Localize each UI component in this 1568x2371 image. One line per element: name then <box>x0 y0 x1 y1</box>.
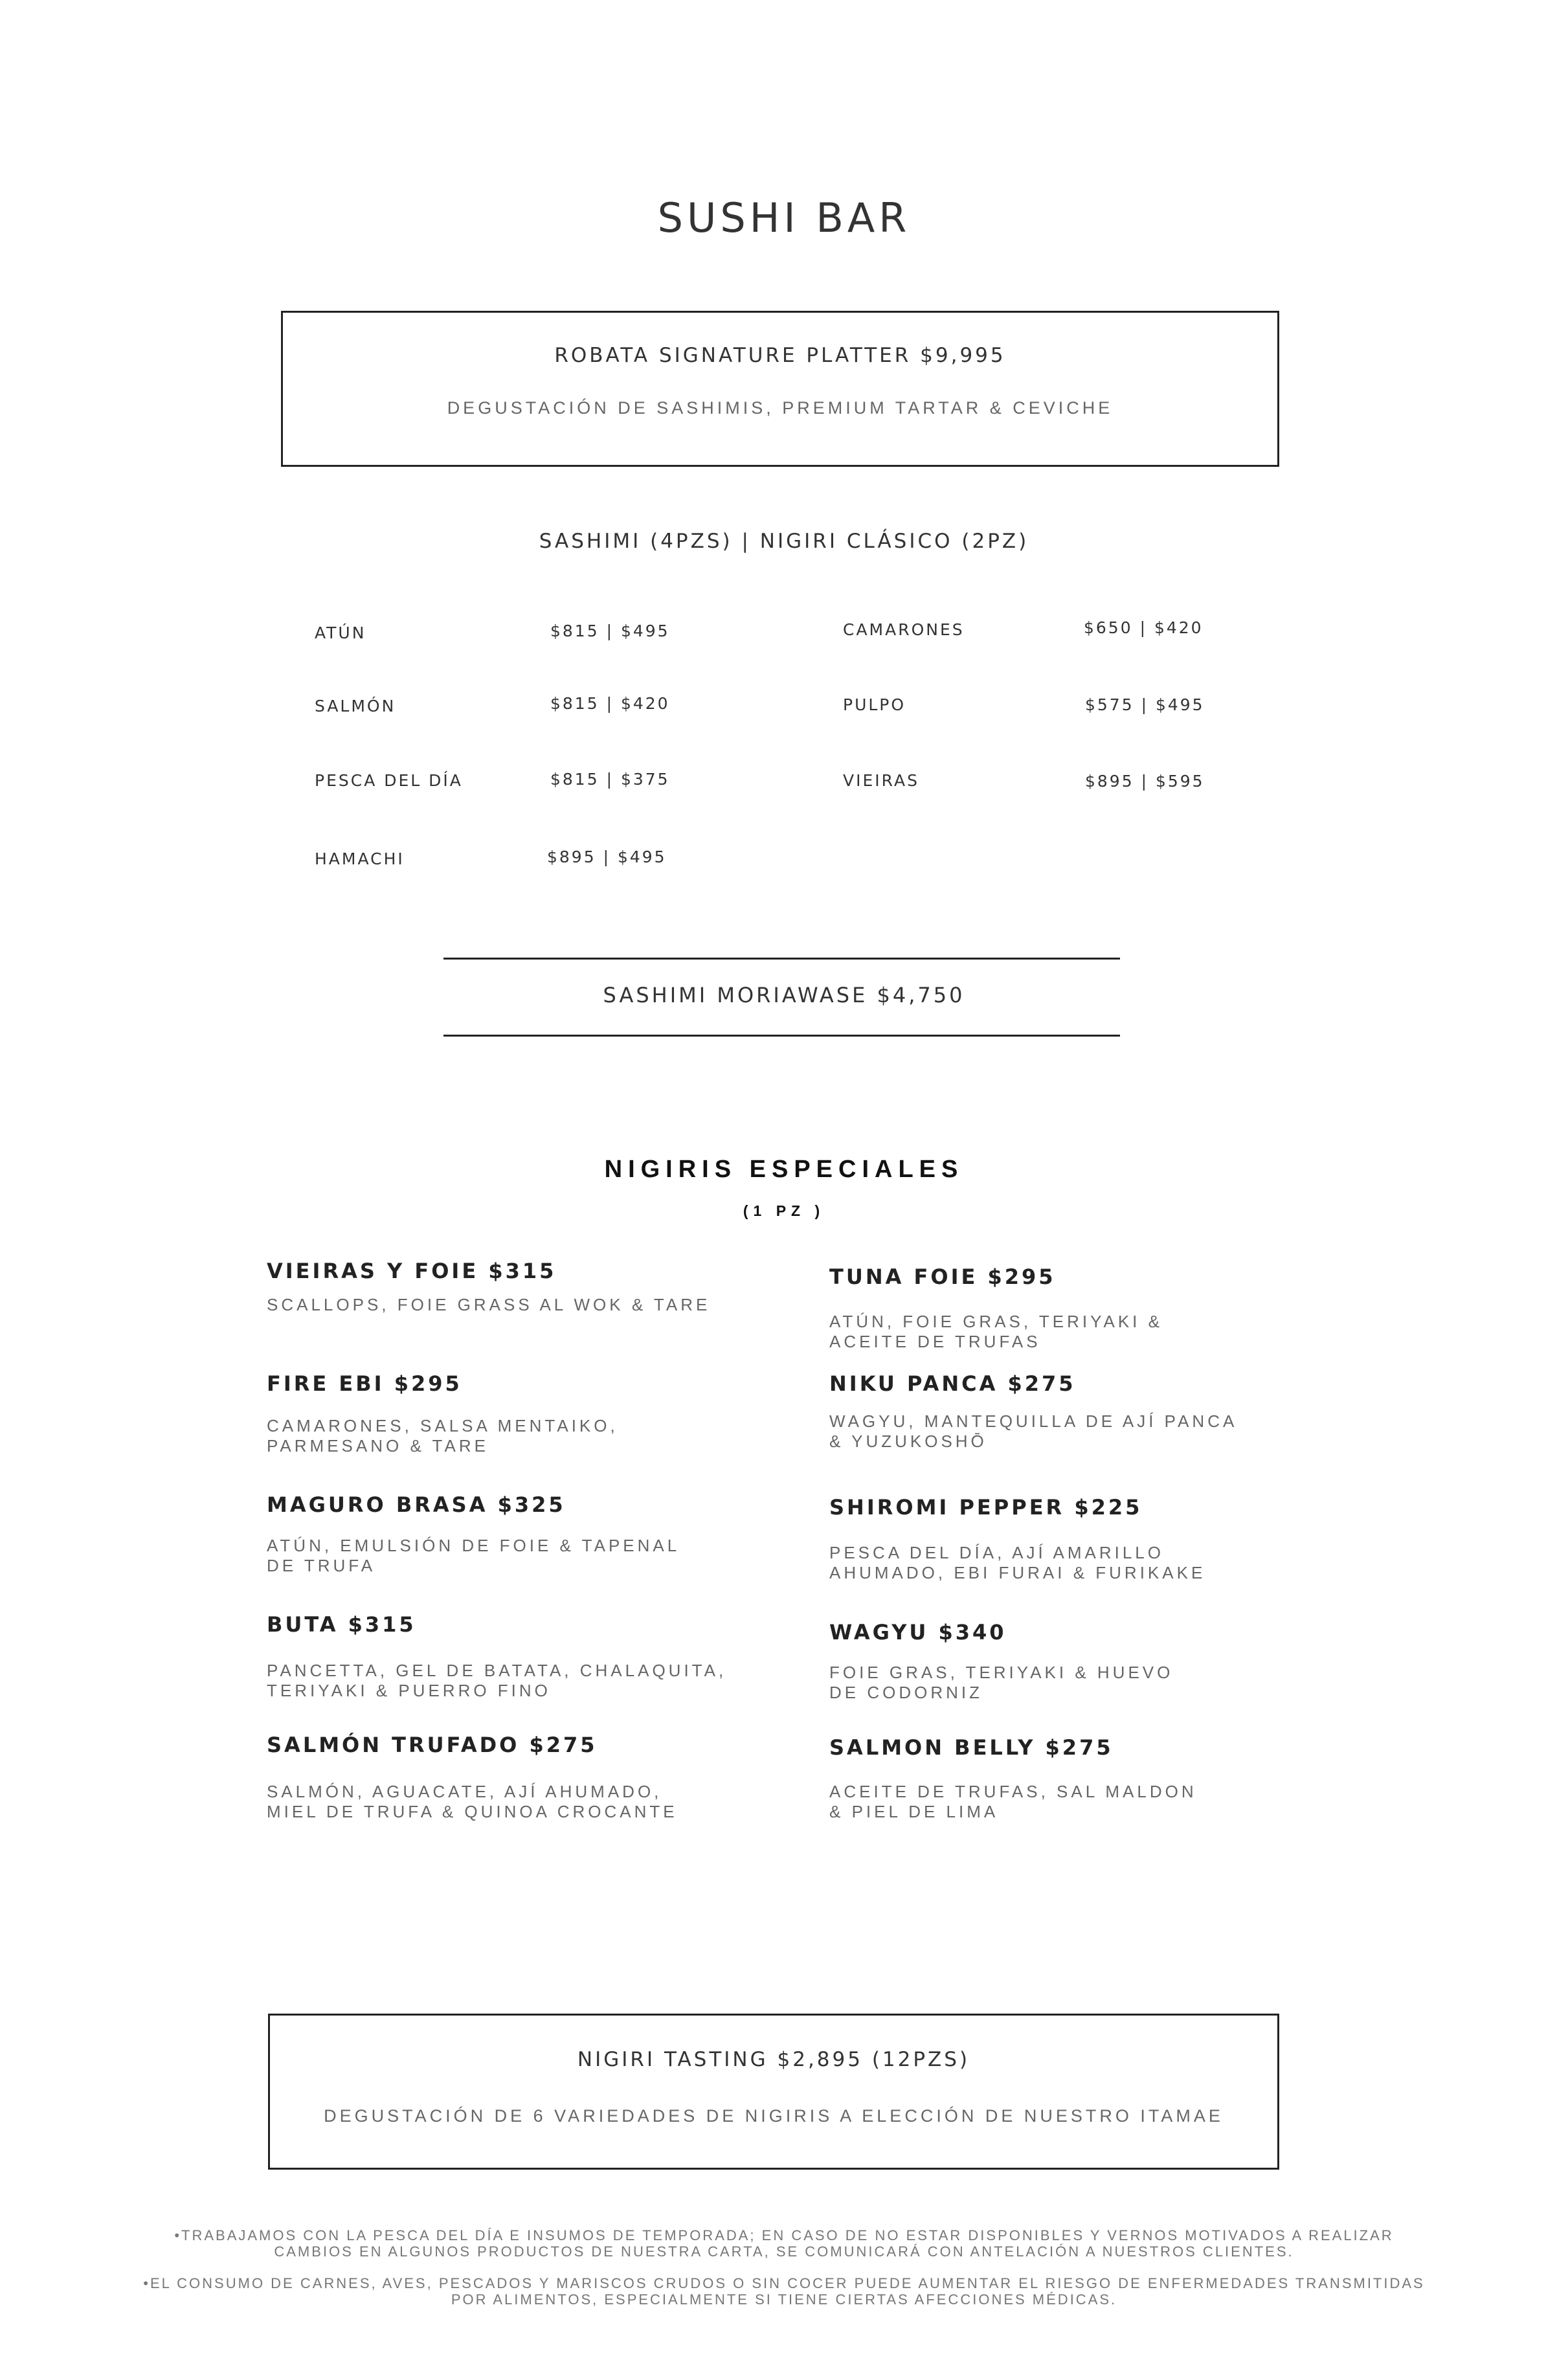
nigiri-description-line: ATÚN, EMULSIÓN DE FOIE & TAPENAL <box>267 1536 680 1555</box>
moriawase-bottom-rule <box>443 1035 1120 1037</box>
nigiri-description-line: ATÚN, FOIE GRAS, TERIYAKI & <box>829 1312 1163 1331</box>
signature-platter-description: DEGUSTACIÓN DE SASHIMIS, PREMIUM TARTAR & CEVICHE <box>447 398 1114 418</box>
nigiri-description <box>829 1663 1173 1703</box>
nigiri-name: FIRE EBI $295 <box>267 1371 462 1396</box>
footer-note-line: CAMBIOS EN ALGUNOS PRODUCTOS DE NUESTRA CARTA, SE COMUNICARÁ CON ANTELACIÓN A NUESTROS CLIENTES. <box>274 2243 1294 2260</box>
sashimi-item-price: $815 | $375 <box>550 770 670 789</box>
nigiri-description-line: AHUMADO, EBI FURAI & FURIKAKE <box>829 1563 1206 1582</box>
nigiri-description-line: TERIYAKI & PUERRO FINO <box>267 1681 551 1700</box>
sashimi-item-name: PESCA DEL DÍA <box>315 771 463 790</box>
nigiri-description <box>267 1416 618 1456</box>
footer-note-line: •EL CONSUMO DE CARNES, AVES, PESCADOS Y MARISCOS CRUDOS O SIN COCER PUEDE AUMENTAR EL RIESGO DE ENFERMEDADES TRANSMITIDAS <box>143 2275 1425 2291</box>
nigiri-name: SHIROMI PEPPER $225 <box>829 1495 1143 1520</box>
nigiri-description <box>829 1543 1205 1583</box>
footer-note-line: POR ALIMENTOS, ESPECIALMENTE SI TIENE CIERTAS AFECCIONES MÉDICAS. <box>451 2291 1117 2308</box>
footer-note-seasonal <box>0 2227 1568 2260</box>
signature-platter-heading: ROBATA SIGNATURE PLATTER $9,995 <box>554 344 1006 367</box>
nigiri-description <box>829 1312 1163 1352</box>
nigiri-name: VIEIRAS Y FOIE $315 <box>267 1259 557 1283</box>
nigiri-description-line: FOIE GRAS, TERIYAKI & HUEVO <box>829 1663 1174 1682</box>
nigiri-tasting-description: DEGUSTACIÓN DE 6 VARIEDADES DE NIGIRIS A ELECCIÓN DE NUESTRO ITAMAE <box>324 2106 1224 2126</box>
sashimi-item-price: $575 | $495 <box>1085 695 1205 714</box>
sashimi-item-price: $815 | $420 <box>550 694 670 713</box>
nigiri-description-line: DE TRUFA <box>267 1556 376 1575</box>
nigiri-description <box>829 1411 1237 1452</box>
nigiri-name: SALMÓN TRUFADO $275 <box>267 1733 598 1757</box>
nigiri-description-line: CAMARONES, SALSA MENTAIKO, <box>267 1416 618 1435</box>
sashimi-item-name: CAMARONES <box>843 620 965 639</box>
sashimi-item-price: $815 | $495 <box>550 622 670 640</box>
signature-platter-box <box>281 311 1279 467</box>
nigiris-especiales-subtitle: (1 PZ ) <box>743 1202 825 1219</box>
nigiri-tasting-box <box>268 2014 1279 2170</box>
sashimi-item-name: VIEIRAS <box>843 771 919 790</box>
nigiri-description-line: & YUZUKOSHŌ <box>829 1432 987 1451</box>
nigiri-description-line: PARMESANO & TARE <box>267 1436 489 1455</box>
nigiri-name: WAGYU $340 <box>829 1620 1007 1645</box>
sashimi-moriawase: SASHIMI MORIAWASE $4,750 <box>603 983 965 1007</box>
nigiri-description-line: & PIEL DE LIMA <box>829 1802 999 1821</box>
nigiri-description-line: PESCA DEL DÍA, AJÍ AMARILLO <box>829 1543 1164 1562</box>
nigiri-description-line: SALMÓN, AGUACATE, AJÍ AHUMADO, <box>267 1782 662 1801</box>
nigiri-description-line: PANCETTA, GEL DE BATATA, CHALAQUITA, <box>267 1661 727 1680</box>
nigiri-description <box>267 1782 678 1822</box>
sashimi-item-name: HAMACHI <box>315 849 405 868</box>
nigiri-name: SALMON BELLY $275 <box>829 1735 1114 1760</box>
sashimi-nigiri-heading: SASHIMI (4PZS) | NIGIRI CLÁSICO (2PZ) <box>539 530 1029 553</box>
nigiri-description-line: SCALLOPS, FOIE GRASS AL WOK & TARE <box>267 1295 711 1314</box>
nigiri-description <box>829 1782 1197 1822</box>
sashimi-item-name: PULPO <box>843 695 906 714</box>
nigiri-tasting-heading: NIGIRI TASTING $2,895 (12PZS) <box>577 2048 970 2071</box>
footer-note-line: •TRABAJAMOS CON LA PESCA DEL DÍA E INSUMOS DE TEMPORADA; EN CASO DE NO ESTAR DISPONIBLES Y VERNOS MOTIVADOS A REALIZAR <box>174 2227 1394 2243</box>
page-title: SUSHI BAR <box>657 194 911 242</box>
sashimi-item-price: $895 | $595 <box>1085 772 1205 791</box>
sashimi-item-name: ATÚN <box>315 624 366 642</box>
sashimi-item-price: $650 | $420 <box>1084 618 1204 637</box>
nigiri-description <box>267 1536 680 1576</box>
nigiris-especiales-title: NIGIRIS ESPECIALES <box>604 1156 964 1183</box>
nigiri-description <box>267 1661 726 1701</box>
nigiri-description-line: WAGYU, MANTEQUILLA DE AJÍ PANCA <box>829 1411 1238 1431</box>
moriawase-top-rule <box>443 958 1120 960</box>
nigiri-name: BUTA $315 <box>267 1612 416 1637</box>
sashimi-item-name: SALMÓN <box>315 697 396 715</box>
nigiri-description-line: MIEL DE TRUFA & QUINOA CROCANTE <box>267 1802 678 1821</box>
nigiri-description <box>267 1295 710 1315</box>
nigiri-name: TUNA FOIE $295 <box>829 1264 1056 1289</box>
nigiri-description-line: ACEITE DE TRUFAS, SAL MALDON <box>829 1782 1197 1801</box>
footer-note-raw-food <box>0 2275 1568 2308</box>
nigiri-description-line: ACEITE DE TRUFAS <box>829 1332 1041 1351</box>
nigiri-name: NIKU PANCA $275 <box>829 1371 1076 1396</box>
nigiri-name: MAGURO BRASA $325 <box>267 1492 566 1517</box>
nigiri-description-line: DE CODORNIZ <box>829 1683 983 1702</box>
sashimi-item-price: $895 | $495 <box>547 848 667 866</box>
